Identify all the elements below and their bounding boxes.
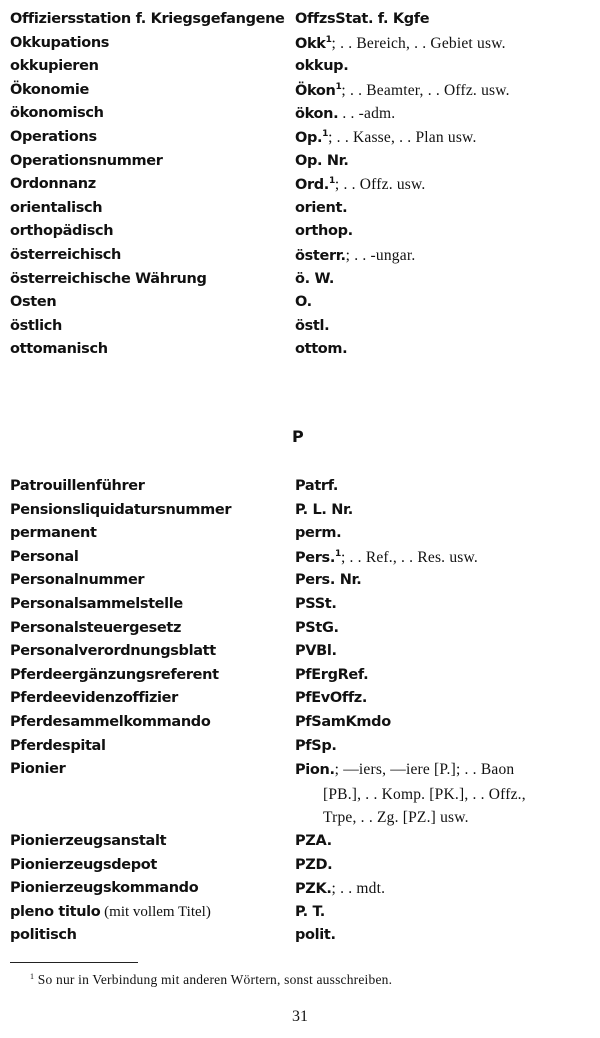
- entry-term: [10, 268, 295, 292]
- entry-abbreviation-text: ö. W.: [295, 270, 335, 287]
- entry-row: [10, 173, 600, 197]
- footnote: [30, 972, 392, 988]
- entry-abbreviation: [295, 220, 600, 244]
- entry-term: [10, 291, 295, 315]
- entry-term: [10, 79, 295, 103]
- entry-abbreviation: [295, 475, 600, 499]
- entry-term-text: östlich: [10, 317, 62, 334]
- entry-examples: . . -adm.: [338, 105, 396, 123]
- entry-term: [10, 499, 295, 523]
- entry-row: [10, 197, 600, 221]
- entry-term-text: Personalsteuergesetz: [10, 619, 182, 636]
- entry-abbreviation-text: PZK.: [295, 881, 332, 898]
- footnote-marker: 1: [322, 128, 329, 139]
- entry-abbreviation: [295, 291, 600, 315]
- entry-abbreviation: [295, 854, 600, 878]
- entry-term-text: Ordonnanz: [10, 176, 96, 193]
- entry-term: [10, 102, 295, 126]
- entry-row: [10, 32, 600, 56]
- entry-row: [10, 854, 600, 878]
- entry-term-text: österreichisch: [10, 246, 122, 263]
- entry-term-text: Pensionsliquidatursnummer: [10, 501, 232, 518]
- entry-abbreviation: [295, 8, 600, 32]
- entry-abbreviation-text: orthop.: [295, 223, 353, 240]
- footnote-marker: 1: [328, 176, 335, 187]
- entry-abbreviation-text: Patrf.: [295, 478, 339, 494]
- entry-examples: ; . . Kasse, . . Plan usw.: [328, 128, 477, 146]
- entry-term-text: österreichische Währung: [10, 270, 207, 287]
- entry-term: [10, 546, 295, 570]
- abbreviation-list-p: [10, 475, 600, 948]
- entry-row: [10, 55, 600, 79]
- entry-abbreviation: [295, 79, 600, 104]
- entry-abbreviation-text: Pion.: [295, 762, 335, 779]
- entry-term: [10, 315, 295, 339]
- entry-row: [10, 150, 600, 174]
- footnote-text: So nur in Verbindung mit anderen Wörtern, sonst ausschreiben.: [34, 972, 393, 987]
- page-number: 31: [292, 1008, 308, 1025]
- entry-abbreviation: [295, 522, 600, 546]
- entry-term-text: permanent: [10, 525, 97, 542]
- entry-row: [10, 687, 600, 711]
- entry-abbreviation: [295, 197, 600, 221]
- entry-term: [10, 640, 295, 664]
- entry-term-text: Offiziersstation f. Kriegsgefangene: [10, 11, 285, 27]
- entry-term: [10, 338, 295, 362]
- entry-examples-continued: Trpe, . . Zg. [PZ.] usw.: [323, 809, 469, 827]
- entry-abbreviation: [295, 569, 600, 593]
- entry-abbreviation-text: Op.: [295, 129, 323, 146]
- entry-abbreviation: [295, 901, 600, 925]
- entry-abbreviation: [295, 711, 600, 735]
- entry-row: [10, 126, 600, 150]
- entry-abbreviation: [295, 338, 600, 362]
- entry-term: [10, 593, 295, 617]
- entry-term-text: Patrouillenführer: [10, 478, 145, 494]
- section-heading-p: P: [292, 427, 304, 446]
- entry-row: [10, 546, 600, 570]
- entry-examples: ; . . Bereich, . . Gebiet usw.: [331, 34, 506, 52]
- entry-term-text: Pferdeevidenzoffizier: [10, 690, 178, 707]
- footnote-marker: 1: [30, 972, 35, 981]
- entry-term: [10, 173, 295, 197]
- entry-abbreviation: [295, 315, 600, 339]
- entry-term-text: Pferdesammelkommando: [10, 713, 211, 730]
- entry-term: [10, 664, 295, 688]
- entry-abbreviation: [295, 877, 600, 902]
- entry-abbreviation-text: ökon.: [295, 106, 339, 123]
- entry-abbreviation-text: Op. Nr.: [295, 152, 349, 169]
- entry-abbreviation-text: perm.: [295, 525, 342, 542]
- footnote-marker: 1: [335, 548, 341, 559]
- entry-term: [10, 220, 295, 244]
- entry-row: [10, 664, 600, 688]
- entry-abbreviation-text: P. T.: [295, 903, 325, 920]
- entry-abbreviation: [295, 499, 600, 523]
- entry-abbreviation-text: OffzsStat. f. Kgfe: [295, 11, 430, 27]
- entry-term: [10, 522, 295, 546]
- entry-abbreviation-text: ottom.: [295, 341, 348, 358]
- entry-term: [10, 830, 295, 854]
- entry-abbreviation: [295, 640, 600, 664]
- entry-abbreviation: [295, 32, 600, 57]
- entry-row: [10, 735, 600, 759]
- entry-abbreviation-text: östl.: [295, 317, 330, 334]
- entry-abbreviation: [295, 830, 600, 854]
- entry-term: [10, 569, 295, 593]
- entry-abbreviation-text: PSSt.: [295, 595, 337, 612]
- entry-abbreviation-text: Ord.: [295, 177, 329, 194]
- entry-term: [10, 735, 295, 759]
- entry-term-text: Personal: [10, 548, 79, 565]
- entry-term: [10, 55, 295, 79]
- entry-row: [10, 758, 600, 830]
- entry-abbreviation: [295, 758, 600, 830]
- entry-row: [10, 268, 600, 292]
- entry-term: [10, 150, 295, 174]
- entry-row: [10, 244, 600, 268]
- entry-row: [10, 220, 600, 244]
- entry-row: [10, 499, 600, 523]
- entry-abbreviation: [295, 546, 600, 571]
- entry-term: [10, 475, 295, 499]
- entry-row: [10, 8, 600, 32]
- entry-abbreviation: [295, 735, 600, 759]
- entry-abbreviation: [295, 617, 600, 641]
- entry-abbreviation: [295, 102, 600, 127]
- entry-row: [10, 830, 600, 854]
- entry-row: [10, 569, 600, 593]
- entry-abbreviation-text: Pers. Nr.: [295, 572, 362, 589]
- entry-abbreviation-text: O.: [295, 294, 312, 311]
- entry-term: [10, 617, 295, 641]
- entry-row: [10, 901, 600, 925]
- entry-row: [10, 522, 600, 546]
- entry-term: [10, 854, 295, 878]
- entry-term: [10, 901, 295, 925]
- footnote-rule: [10, 962, 138, 963]
- abbreviation-list-o: [10, 8, 600, 362]
- entry-abbreviation: [295, 150, 600, 174]
- entry-term-text: Personalsammelstelle: [10, 595, 183, 612]
- entry-abbreviation-text: Pers.: [295, 549, 336, 566]
- entry-row: [10, 617, 600, 641]
- entry-term-text: Pferdespital: [10, 737, 106, 754]
- entry-examples-continued: [PB.], . . Komp. [PK.], . . Offz.,: [323, 785, 526, 803]
- entry-row: [10, 924, 600, 948]
- entry-examples: ; . . -ungar.: [345, 246, 416, 264]
- entry-abbreviation-text: P. L. Nr.: [295, 501, 353, 518]
- entry-examples: ; . . Ref., . . Res. usw.: [340, 548, 478, 566]
- entry-term-text: Personalnummer: [10, 572, 145, 589]
- entry-row: [10, 102, 600, 126]
- entry-term-text: politisch: [10, 927, 77, 944]
- entry-abbreviation-text: PZA.: [295, 832, 332, 849]
- entry-term: [10, 32, 295, 56]
- entry-abbreviation-text: Ökon: [295, 82, 336, 99]
- entry-term-text: Pionierzeugskommando: [10, 880, 199, 897]
- entry-term-text: ökonomisch: [10, 105, 104, 122]
- entry-term-text: Pferdeergänzungsreferent: [10, 666, 219, 683]
- entry-abbreviation-text: österr.: [295, 247, 346, 264]
- entry-term: [10, 244, 295, 268]
- entry-term: [10, 758, 295, 782]
- entry-term: [10, 711, 295, 735]
- entry-term: [10, 197, 295, 221]
- entry-abbreviation: [295, 924, 600, 948]
- entry-abbreviation-text: orient.: [295, 199, 348, 216]
- entry-abbreviation-text: PfSp.: [295, 737, 337, 754]
- entry-abbreviation-text: PZD.: [295, 856, 333, 873]
- entry-abbreviation: [295, 55, 600, 79]
- entry-abbreviation-text: okkup.: [295, 58, 349, 75]
- entry-row: [10, 338, 600, 362]
- entry-row: [10, 315, 600, 339]
- entry-term-text: Okkupations: [10, 34, 110, 51]
- entry-term-text: Pionier: [10, 761, 66, 778]
- entry-abbreviation-text: polit.: [295, 927, 336, 944]
- entry-term-text: Operationsnummer: [10, 152, 163, 169]
- entry-examples: ; . . mdt.: [331, 880, 386, 898]
- entry-abbreviation: [295, 244, 600, 269]
- entry-abbreviation: [295, 664, 600, 688]
- entry-abbreviation: [295, 173, 600, 198]
- entry-term: [10, 924, 295, 948]
- entry-term: [10, 687, 295, 711]
- entry-row: [10, 291, 600, 315]
- entry-examples: ; —iers, —iere [P.]; . . Baon: [334, 761, 515, 779]
- entry-term-text: orientalisch: [10, 199, 103, 216]
- entry-term-text: Osten: [10, 294, 57, 311]
- entry-abbreviation: [295, 593, 600, 617]
- entry-term-text: okkupieren: [10, 58, 99, 75]
- entry-term-text: pleno titulo: [10, 903, 101, 920]
- entry-abbreviation-text: PfSamKmdo: [295, 713, 391, 730]
- entry-term-text: Pionierzeugsanstalt: [10, 832, 167, 849]
- entry-term-note: (mit vollem Titel): [100, 903, 211, 920]
- entry-term-text: ottomanisch: [10, 341, 108, 358]
- entry-term: [10, 8, 295, 32]
- entry-abbreviation-text: PfErgRef.: [295, 666, 369, 683]
- entry-row: [10, 640, 600, 664]
- entry-term: [10, 877, 295, 901]
- footnote-marker: 1: [325, 34, 332, 45]
- entry-abbreviation-text: Okk: [295, 35, 326, 52]
- entry-term-text: Personalverordnungsblatt: [10, 643, 216, 660]
- entry-term-text: Operations: [10, 128, 97, 145]
- entry-examples: ; . . Offz. usw.: [334, 176, 426, 194]
- entry-row: [10, 475, 600, 499]
- entry-term: [10, 126, 295, 150]
- entry-abbreviation: [295, 687, 600, 711]
- entry-term-text: orthopädisch: [10, 223, 114, 240]
- entry-row: [10, 593, 600, 617]
- entry-term-text: Ökonomie: [10, 81, 89, 98]
- entry-abbreviation-text: PVBl.: [295, 643, 337, 660]
- entry-row: [10, 79, 600, 103]
- entry-row: [10, 711, 600, 735]
- entry-abbreviation-text: PfEvOffz.: [295, 690, 368, 707]
- footnote-marker: 1: [335, 81, 342, 92]
- entry-abbreviation: [295, 268, 600, 292]
- entry-examples: ; . . Beamter, . . Offz. usw.: [341, 81, 510, 99]
- entry-abbreviation: [295, 126, 600, 151]
- entry-term-text: Pionierzeugsdepot: [10, 856, 157, 873]
- entry-row: [10, 877, 600, 901]
- entry-abbreviation-text: PStG.: [295, 619, 339, 636]
